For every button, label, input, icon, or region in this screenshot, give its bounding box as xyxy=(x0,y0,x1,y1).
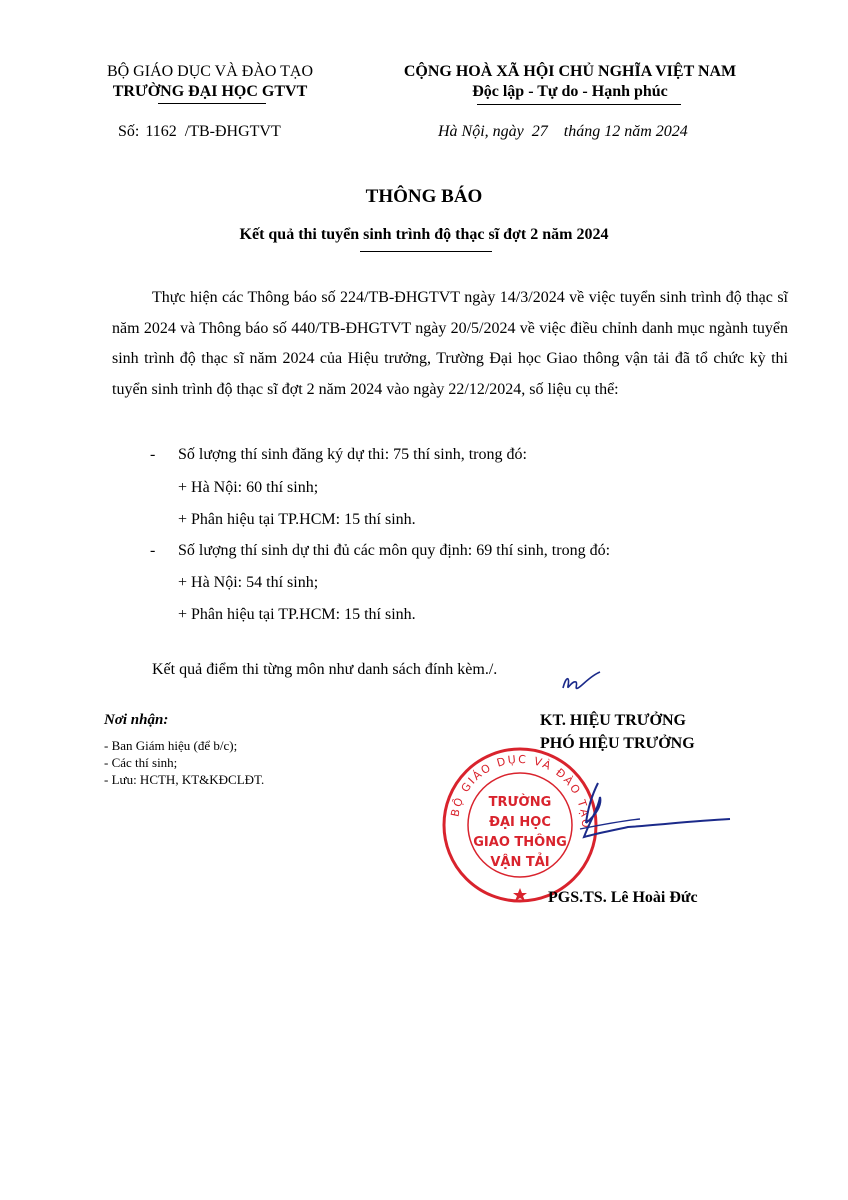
seal-line: VẬN TẢI xyxy=(490,855,550,870)
recipients-title: Nơi nhận: xyxy=(104,712,169,728)
date-day: 27 xyxy=(531,123,548,140)
document-number-prefix: Số: xyxy=(118,123,140,140)
sub-bullet-item: + Phân hiệu tại TP.HCM: 15 thí sinh. xyxy=(178,606,416,623)
document-title: THÔNG BÁO xyxy=(365,186,483,207)
seal-star-icon xyxy=(513,888,527,901)
closing-sentence: Kết quả điểm thi từng môn như danh sách đính kèm./. xyxy=(152,661,498,678)
country-name: CỘNG HOÀ XÃ HỘI CHỦ NGHĨA VIỆT NAM xyxy=(403,63,737,80)
seal-ring-text: BỘ GIÁO DỤC VÀ ĐÀO TẠO xyxy=(448,752,593,830)
document-number xyxy=(118,123,281,141)
issuer-block xyxy=(60,62,360,102)
seal-line: ĐẠI HỌC xyxy=(489,815,551,830)
ministry-name: BỘ GIÁO DỤC VÀ ĐÀO TẠO xyxy=(106,63,314,80)
bullet-text: Số lượng thí sinh đăng ký dự thi: 75 thí sinh, trong đó: xyxy=(178,446,527,463)
initials-signature-icon xyxy=(560,668,604,696)
sub-bullet-item: + Phân hiệu tại TP.HCM: 15 thí sinh. xyxy=(178,511,416,528)
bullet-dash: - xyxy=(150,446,156,463)
motto-underline xyxy=(477,104,681,105)
recipient-item: - Lưu: HCTH, KT&KĐCLĐT. xyxy=(104,772,265,787)
document-subtitle: Kết quả thi tuyển sinh trình độ thạc sĩ đợt 2 năm 2024 xyxy=(239,226,609,243)
seal-line: GIAO THÔNG xyxy=(473,835,567,850)
recipient-item: - Các thí sinh; xyxy=(104,755,178,770)
recipient-item: - Ban Giám hiệu (để b/c); xyxy=(104,738,238,753)
document-number-suffix: /TB-ĐHGTVT xyxy=(184,123,281,140)
sub-bullet-item: + Hà Nội: 60 thí sinh; xyxy=(178,479,319,496)
university-name: TRƯỜNG ĐẠI HỌC GTVT xyxy=(112,83,308,100)
issuer-underline xyxy=(158,103,266,104)
subtitle-underline xyxy=(360,251,492,252)
date-prefix: Hà Nội, ngày xyxy=(438,123,524,140)
bullet-item xyxy=(150,446,527,464)
signature-title-2: PHÓ HIỆU TRƯỞNG xyxy=(540,735,695,752)
date-month-year: tháng 12 năm 2024 xyxy=(563,123,688,140)
bullet-text: Số lượng thí sinh dự thi đủ các môn quy định: 69 thí sinh, trong đó: xyxy=(178,542,611,559)
signature-title-1: KT. HIỆU TRƯỞNG xyxy=(540,712,686,729)
handwritten-signature-icon xyxy=(540,775,740,855)
body-paragraph: Thực hiện các Thông báo số 224/TB-ĐHGTVT ngày 14/3/2024 về việc tuyển sinh trình độ thạc sĩ năm 2024 và Thông báo số 440/TB-ĐHGTVT ngày 20/5/2024 về việc điều chỉnh danh mục ngành tuyển sinh trình độ thạc sĩ năm 2024 của Hiệu trưởng, Trường Đại học Giao thông vận tải đã tổ chức kỳ thi tuyển sinh trình độ thạc sĩ đợt 2 năm 2024 vào ngày 22/12/2024, số liệu cụ thể: xyxy=(112,289,788,398)
national-motto: Độc lập - Tự do - Hạnh phúc xyxy=(472,83,668,100)
sub-bullet-item: + Hà Nội: 54 thí sinh; xyxy=(178,574,319,591)
bullet-dash: - xyxy=(150,542,156,559)
document-number-value: 1162 xyxy=(145,123,177,140)
national-motto-block xyxy=(360,62,780,102)
signer-name: PGS.TS. Lê Hoài Đức xyxy=(548,889,698,906)
seal-line: TRƯỜNG xyxy=(488,795,552,810)
document-date xyxy=(438,123,688,141)
bullet-item xyxy=(150,542,610,560)
